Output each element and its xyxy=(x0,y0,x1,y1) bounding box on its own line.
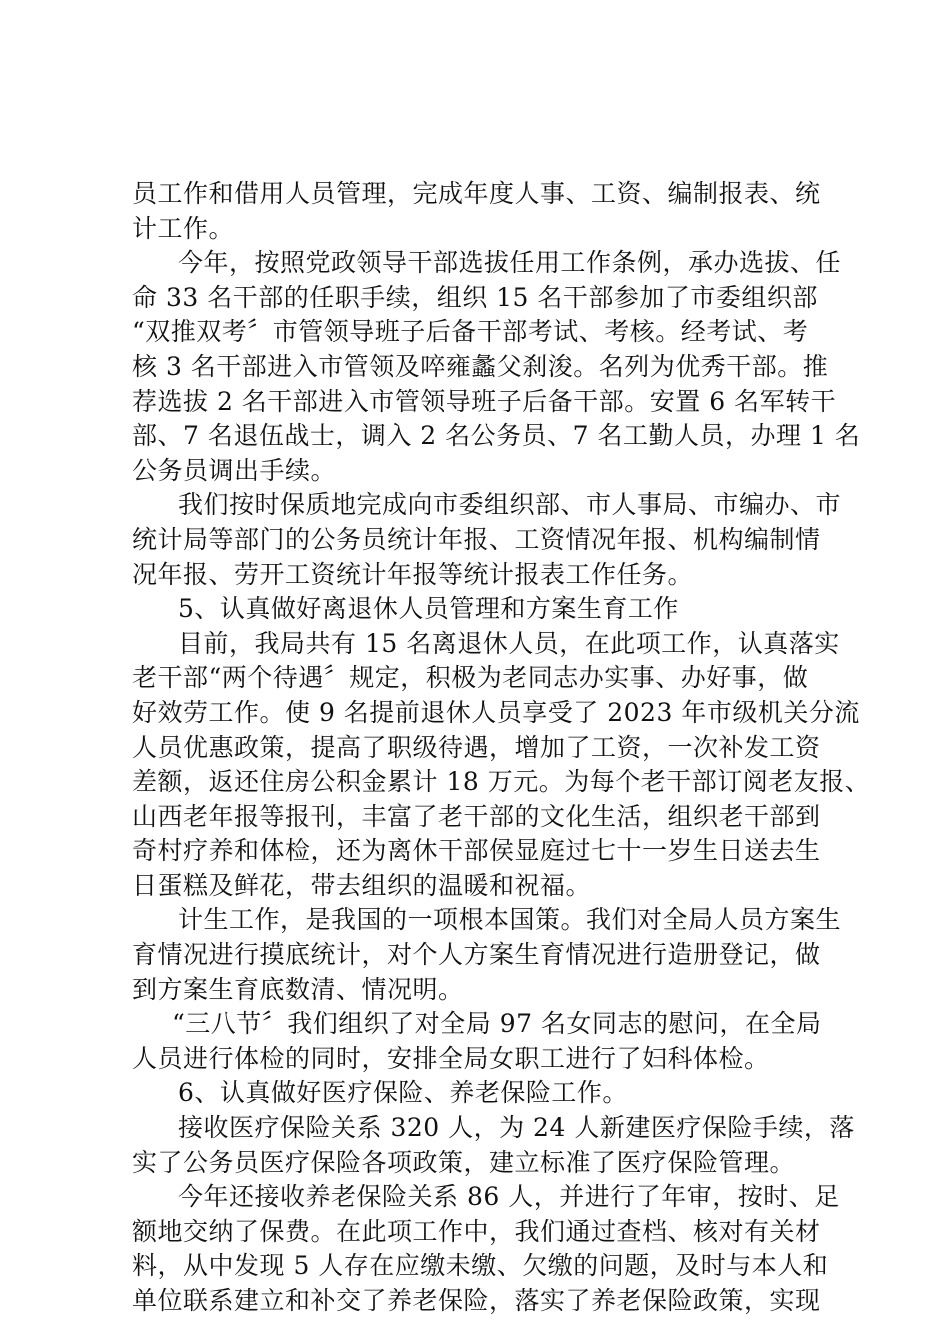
text-line: 到方案生育底数清、情况明。 xyxy=(132,974,464,1004)
section-heading: 6、认真做好医疗保险、养老保险工作。 xyxy=(178,1078,628,1108)
text-line: 实了公务员医疗保险各项政策，建立标准了医疗保险管理。 xyxy=(132,1147,796,1177)
text-line: 部、7 名退伍战士，调入 2 名公务员、7 名工勤人员，办理 1 名 xyxy=(132,421,861,451)
paragraph-start-line: 今年，按照党政领导干部选拔任用工作条例，承办选拔、任 xyxy=(178,248,842,278)
text-line: 单位联系建立和补交了养老保险，落实了养老保险政策，实现 xyxy=(132,1286,821,1315)
text-line: 人员优惠政策，提高了职级待遇，增加了工资，一次补发工资 xyxy=(132,732,821,762)
text-line: 员工作和借用人员管理，完成年度人事、工资、编制报表、统 xyxy=(132,179,821,208)
text-line: 育情况进行摸底统计，对个人方案生育情况进行造册登记，做 xyxy=(132,940,821,970)
text-line: 人员进行体检的同时，安排全局女职工进行了妇科体检。 xyxy=(132,1043,770,1073)
text-line: 况年报、劳开工资统计年报等统计报表工作任务。 xyxy=(132,559,694,589)
text-line: 额地交纳了保费。在此项工作中，我们通过查档、核对有关材 xyxy=(132,1216,821,1246)
text-line: 差额，返还住房公积金累计 18 万元。为每个老干部订阅老友报、 xyxy=(132,767,871,797)
text-line: 老干部“两个待遇〞规定，积极为老同志办实事、办好事，做 xyxy=(132,663,809,693)
text-line: “双推双考〞市管领导班子后备干部考试、考核。经考试、考 xyxy=(132,317,809,347)
document-body xyxy=(132,177,871,1319)
paragraph-start-line: 今年还接收养老保险关系 86 人，并进行了年审，按时、足 xyxy=(178,1182,840,1212)
text-line: 核 3 名干部进入市管领及啐雍蠡父刹浚。名列为优秀干部。推 xyxy=(132,351,829,381)
paragraph-start-line: 目前，我局共有 15 名离退休人员，在此项工作，认真落实 xyxy=(178,628,840,658)
paragraph-start-line: 接收医疗保险关系 320 人，为 24 人新建医疗保险手续，落 xyxy=(178,1113,855,1143)
paragraph-start-line: 我们按时保质地完成向市委组织部、市人事局、市编办、市 xyxy=(178,490,842,520)
text-line: 命 33 名干部的任职手续，组织 15 名干部参加了市委组织部 xyxy=(132,282,818,312)
text-line: 日蛋糕及鲜花，带去组织的温暖和祝福。 xyxy=(132,870,592,900)
section-heading: 5、认真做好离退休人员管理和方案生育工作 xyxy=(178,594,679,624)
text-line: 好效劳工作。使 9 名提前退休人员享受了 2023 年市级机关分流 xyxy=(132,697,860,727)
text-line: 荐选拔 2 名干部进入市管领导班子后备干部。安置 6 名军转干 xyxy=(132,386,837,416)
text-line: 计工作。 xyxy=(132,213,235,243)
text-line: 奇村疗养和体检，还为离休干部侯显庭过七十一岁生日送去生 xyxy=(132,836,821,866)
text-line: 山西老年报等报刊，丰富了老干部的文化生活，组织老干部到 xyxy=(132,801,821,831)
paragraph-start-line: 计生工作，是我国的一项根本国策。我们对全局人员方案生 xyxy=(178,905,842,935)
text-line: 公务员调出手续。 xyxy=(132,455,337,485)
text-line: 统计局等部门的公务员统计年报、工资情况年报、机构编制情 xyxy=(132,524,821,554)
paragraph-start-line: “三八节〞我们组织了对全局 97 名女同志的慰问，在全局 xyxy=(172,1009,822,1039)
text-line: 料，从中发现 5 人存在应缴未缴、欠缴的问题，及时与本人和 xyxy=(132,1251,829,1281)
